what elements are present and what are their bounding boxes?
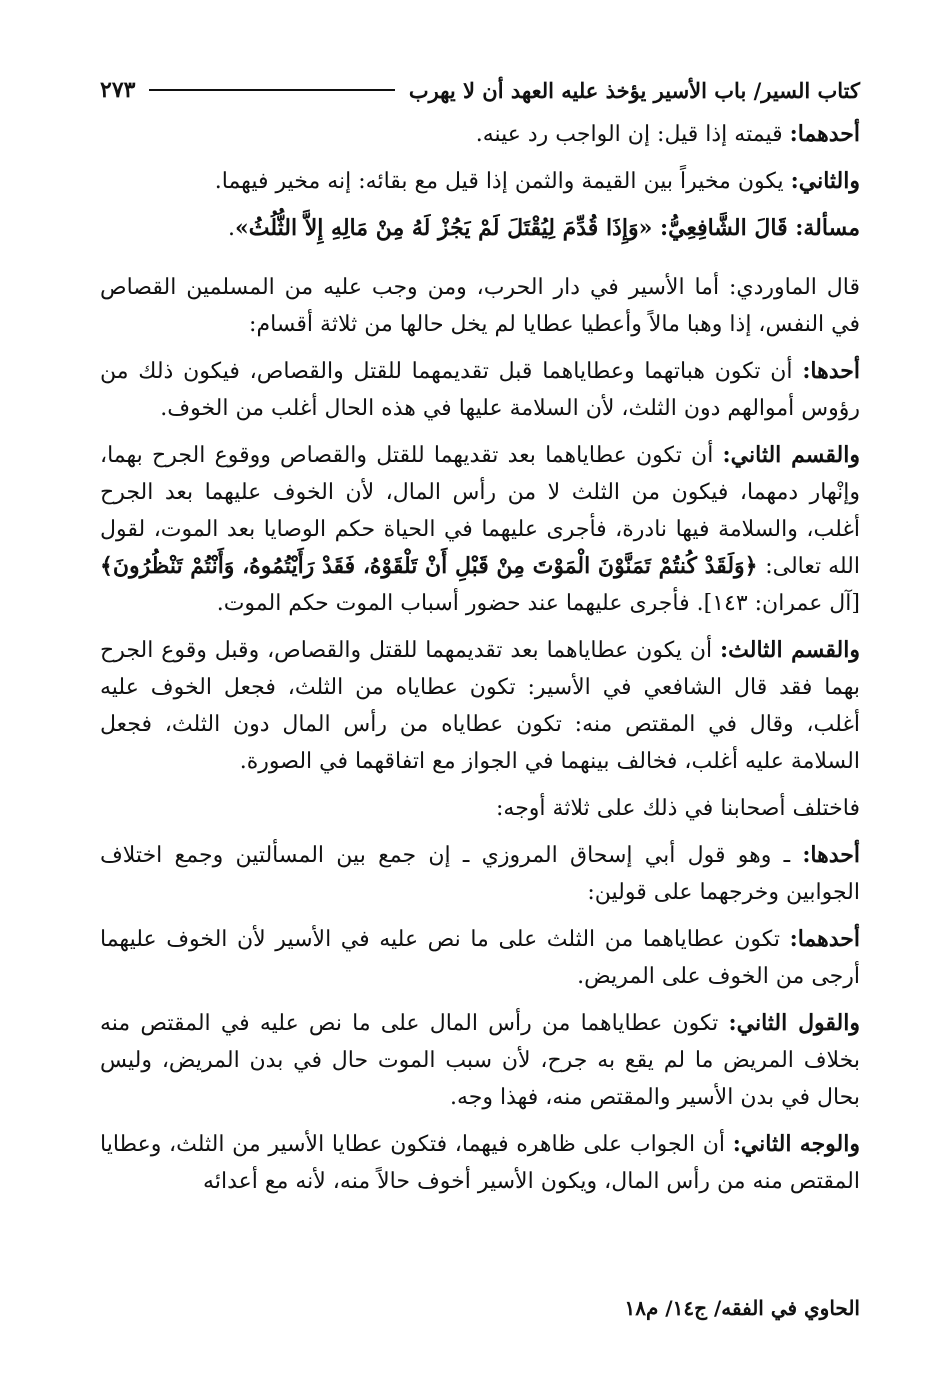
paragraph-10: [100, 921, 860, 995]
paragraph-lead: والقول الثاني:: [728, 1010, 860, 1036]
shafii-quote: «وَإِذَا قُدِّمَ لِيُقْتَلَ لَمْ يَجُزْ لَهُ مِنْ مَالِهِ إِلاَّ الثُّلُثُ»: [234, 215, 660, 241]
paragraph-text: قال الماوردي: أما الأسير في دار الحرب، ومن وجب عليه من المسلمين القصاص في النفس، إذا وهبا مالاً وأعطيا عطايا لم يخل حالها من ثلاثة أقسام:: [100, 275, 860, 337]
paragraph-6: [100, 437, 860, 622]
paragraph-7: [100, 632, 860, 780]
paragraph-text: فاختلف أصحابنا في ذلك على ثلاثة أوجه:: [496, 796, 860, 821]
paragraph-text: تكون عطاياهما من رأس المال على ما نص عليه في المقتص منه بخلاف المريض ما لم يقع به جرح، لأن سبب الموت حال في بدن المريض، وليس بحال في بدن الأسير والمقتص منه، فهذا وجه.: [100, 1011, 860, 1110]
paragraph-text: أن يكون عطاياهما بعد تقديمهما للقتل والقصاص، وقبل وقوع الجرح بهما فقد قال الشافعي في الأسير: تكون عطاياه من الثلث، فجعل الخوف عليه أغلب، وقال في المقتص منه: تكون عطاياه من رأس المال دون الثلث، فجعل السلامة عليه أغلب، فخالف بينهما في الجواز مع اتفاقهما في الصورة.: [100, 638, 860, 774]
paragraph-text: يكون مخيراً بين القيمة والثمن إذا قيل مع بقائه: إنه مخير فيهما.: [214, 169, 791, 194]
paragraph-8: [100, 790, 860, 827]
paragraph-lead: أحدهما:: [789, 926, 860, 952]
paragraph-11: [100, 1005, 860, 1116]
paragraph-1: [100, 116, 860, 153]
paragraph-lead: والثاني:: [790, 168, 860, 194]
paragraph-text: قيمته إذا قيل: إن الواجب رد عينه.: [475, 122, 790, 147]
paragraph-lead: مسألة: قَالَ الشَّافِعِيُّ:: [660, 215, 860, 241]
quran-verse: ﴿وَلَقَدْ كُنتُمْ تَمَنَّوْنَ الْمَوْتَ مِنْ قَبْلِ أَنْ تَلْقَوْهُ، فَقَدْ رَأَيْتُمُوهُ، وَأَنْتُمْ تَنْظُرُونَ﴾: [100, 553, 766, 579]
running-header: [100, 70, 860, 110]
paragraph-9: [100, 837, 860, 911]
paragraph-3-masala: [100, 210, 860, 247]
paragraph-text: ـ وهو قول أبي إسحاق المروزي ـ إن جمع بين المسألتين وجمع اختلاف الجوابين وخرجهما على قولين:: [100, 843, 860, 905]
paragraph-text: أن تكون هباتهما وعطاياهما قبل تقديمهما للقتل والقصاص، فيكون ذلك من رؤوس أموالهم دون الثلث، لأن السلامة عليها في هذه الحال أغلب من الخوف.: [100, 359, 860, 421]
paragraph-lead: والوجه الثاني:: [732, 1131, 860, 1157]
signature-footer: [100, 1296, 860, 1320]
paragraph-lead: والقسم الثاني:: [722, 442, 860, 468]
paragraph-lead: أحدهما:: [789, 121, 860, 147]
paragraph-lead: أحدها:: [802, 842, 860, 868]
paragraph-text: أن الجواب على ظاهره فيهما، فتكون عطايا الأسير من الثلث، وعطايا المقتص منه من رأس المال، ويكون الأسير أخوف حالاً منه، لأنه مع أعدائه: [100, 1132, 860, 1194]
page-number: ٢٧٣: [100, 77, 136, 103]
paragraph-text: تكون عطاياهما من الثلث على ما نص عليه في الأسير لأن الخوف عليهما أرجى من الخوف على المريض.: [100, 927, 860, 989]
header-rule: [149, 89, 394, 91]
paragraph-12: [100, 1126, 860, 1200]
paragraph-text-cont: [آل عمران: ١٤٣]. فأجرى عليهما عند حضور أسباب الموت حكم الموت.: [216, 591, 860, 616]
paragraph-4: [100, 269, 860, 343]
paragraph-text: .: [227, 216, 235, 241]
paragraph-2: [100, 163, 860, 200]
paragraph-lead: أحدها:: [802, 358, 860, 384]
footer-signature: الحاوي في الفقه/ ج١٤/ م١٨: [624, 1296, 860, 1320]
header-title: كتاب السير/ باب الأسير يؤخذ عليه العهد أن لا يهرب: [408, 77, 860, 103]
paragraph-5: [100, 353, 860, 427]
paragraph-lead: والقسم الثالث:: [720, 637, 860, 663]
paragraph-text: أن تكون عطاياهما بعد تقديهما للقتل والقصاص ووقوع الجرح بهما، وإنْهار دمهما، فيكون من الثلث لا من رأس المال، لأن الخوف عليهما بعد الجرح أغلب، والسلامة فيها نادرة، فأجرى عليهما في الحياة حكم الوصايا بعد الموت، لقول الله تعالى:: [100, 443, 860, 579]
